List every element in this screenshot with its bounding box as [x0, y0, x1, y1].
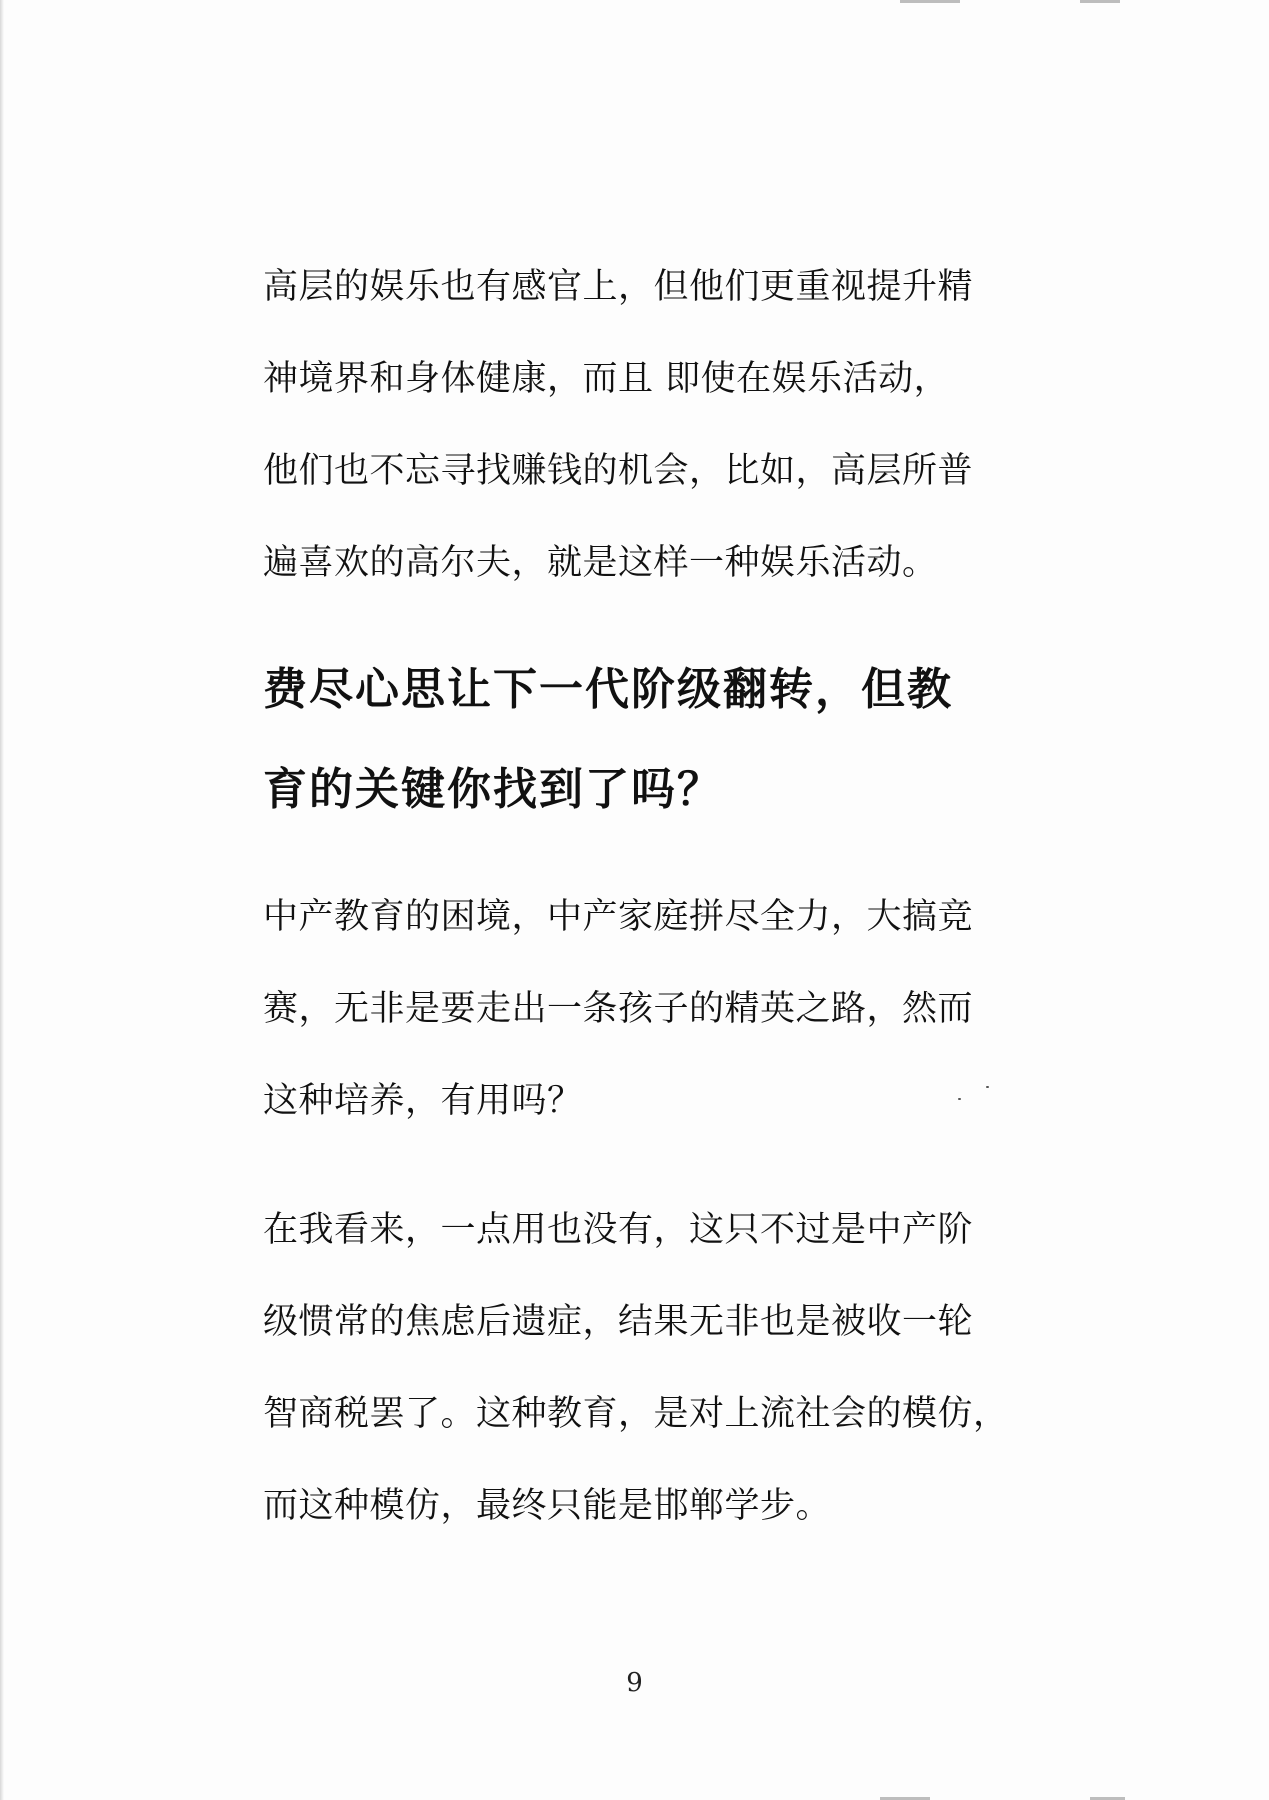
scan-artifact-top [900, 0, 960, 3]
scan-speck [958, 1098, 961, 1100]
heading-line: 育的关键你找到了吗？ [263, 764, 723, 815]
paragraph-line: 智商税罢了。这种教育，是对上流社会的模仿， [263, 1394, 1009, 1434]
paragraph-line: 高层的娱乐也有感官上，但他们更重视提升精 [263, 267, 974, 307]
paragraph-line: 赛，无非是要走出一条孩子的精英之路，然而 [263, 989, 974, 1029]
paragraph-intro [263, 241, 983, 609]
paragraph-line: 而这种模仿，最终只能是邯郸学步。 [263, 1486, 832, 1526]
section-heading [263, 640, 983, 840]
paragraph-opinion [263, 1184, 1009, 1552]
paragraph-line: 级惯常的焦虑后遗症，结果无非也是被收一轮 [263, 1302, 974, 1342]
scan-edge-shadow [0, 0, 4, 1800]
paragraph-line: 这种培养，有用吗？ [263, 1081, 583, 1121]
paragraph-line: 神境界和身体健康，而且 即使在娱乐活动， [263, 359, 950, 399]
paragraph-line: 在我看来，一点用也没有，这只不过是中产阶 [263, 1210, 974, 1250]
paragraph-line: 遍喜欢的高尔夫，就是这样一种娱乐活动。 [263, 543, 938, 583]
scan-speck [986, 1086, 989, 1088]
heading-line: 费尽心思让下一代阶级翻转，但教 [263, 664, 953, 715]
page-number: 9 [626, 1668, 643, 1698]
paragraph-line: 他们也不忘寻找赚钱的机会，比如，高层所普 [263, 451, 974, 491]
paragraph-line: 中产教育的困境，中产家庭拼尽全力，大搞竞 [263, 897, 974, 937]
scan-artifact-top [1080, 0, 1120, 3]
paragraph-middle-class-dilemma [263, 871, 983, 1147]
